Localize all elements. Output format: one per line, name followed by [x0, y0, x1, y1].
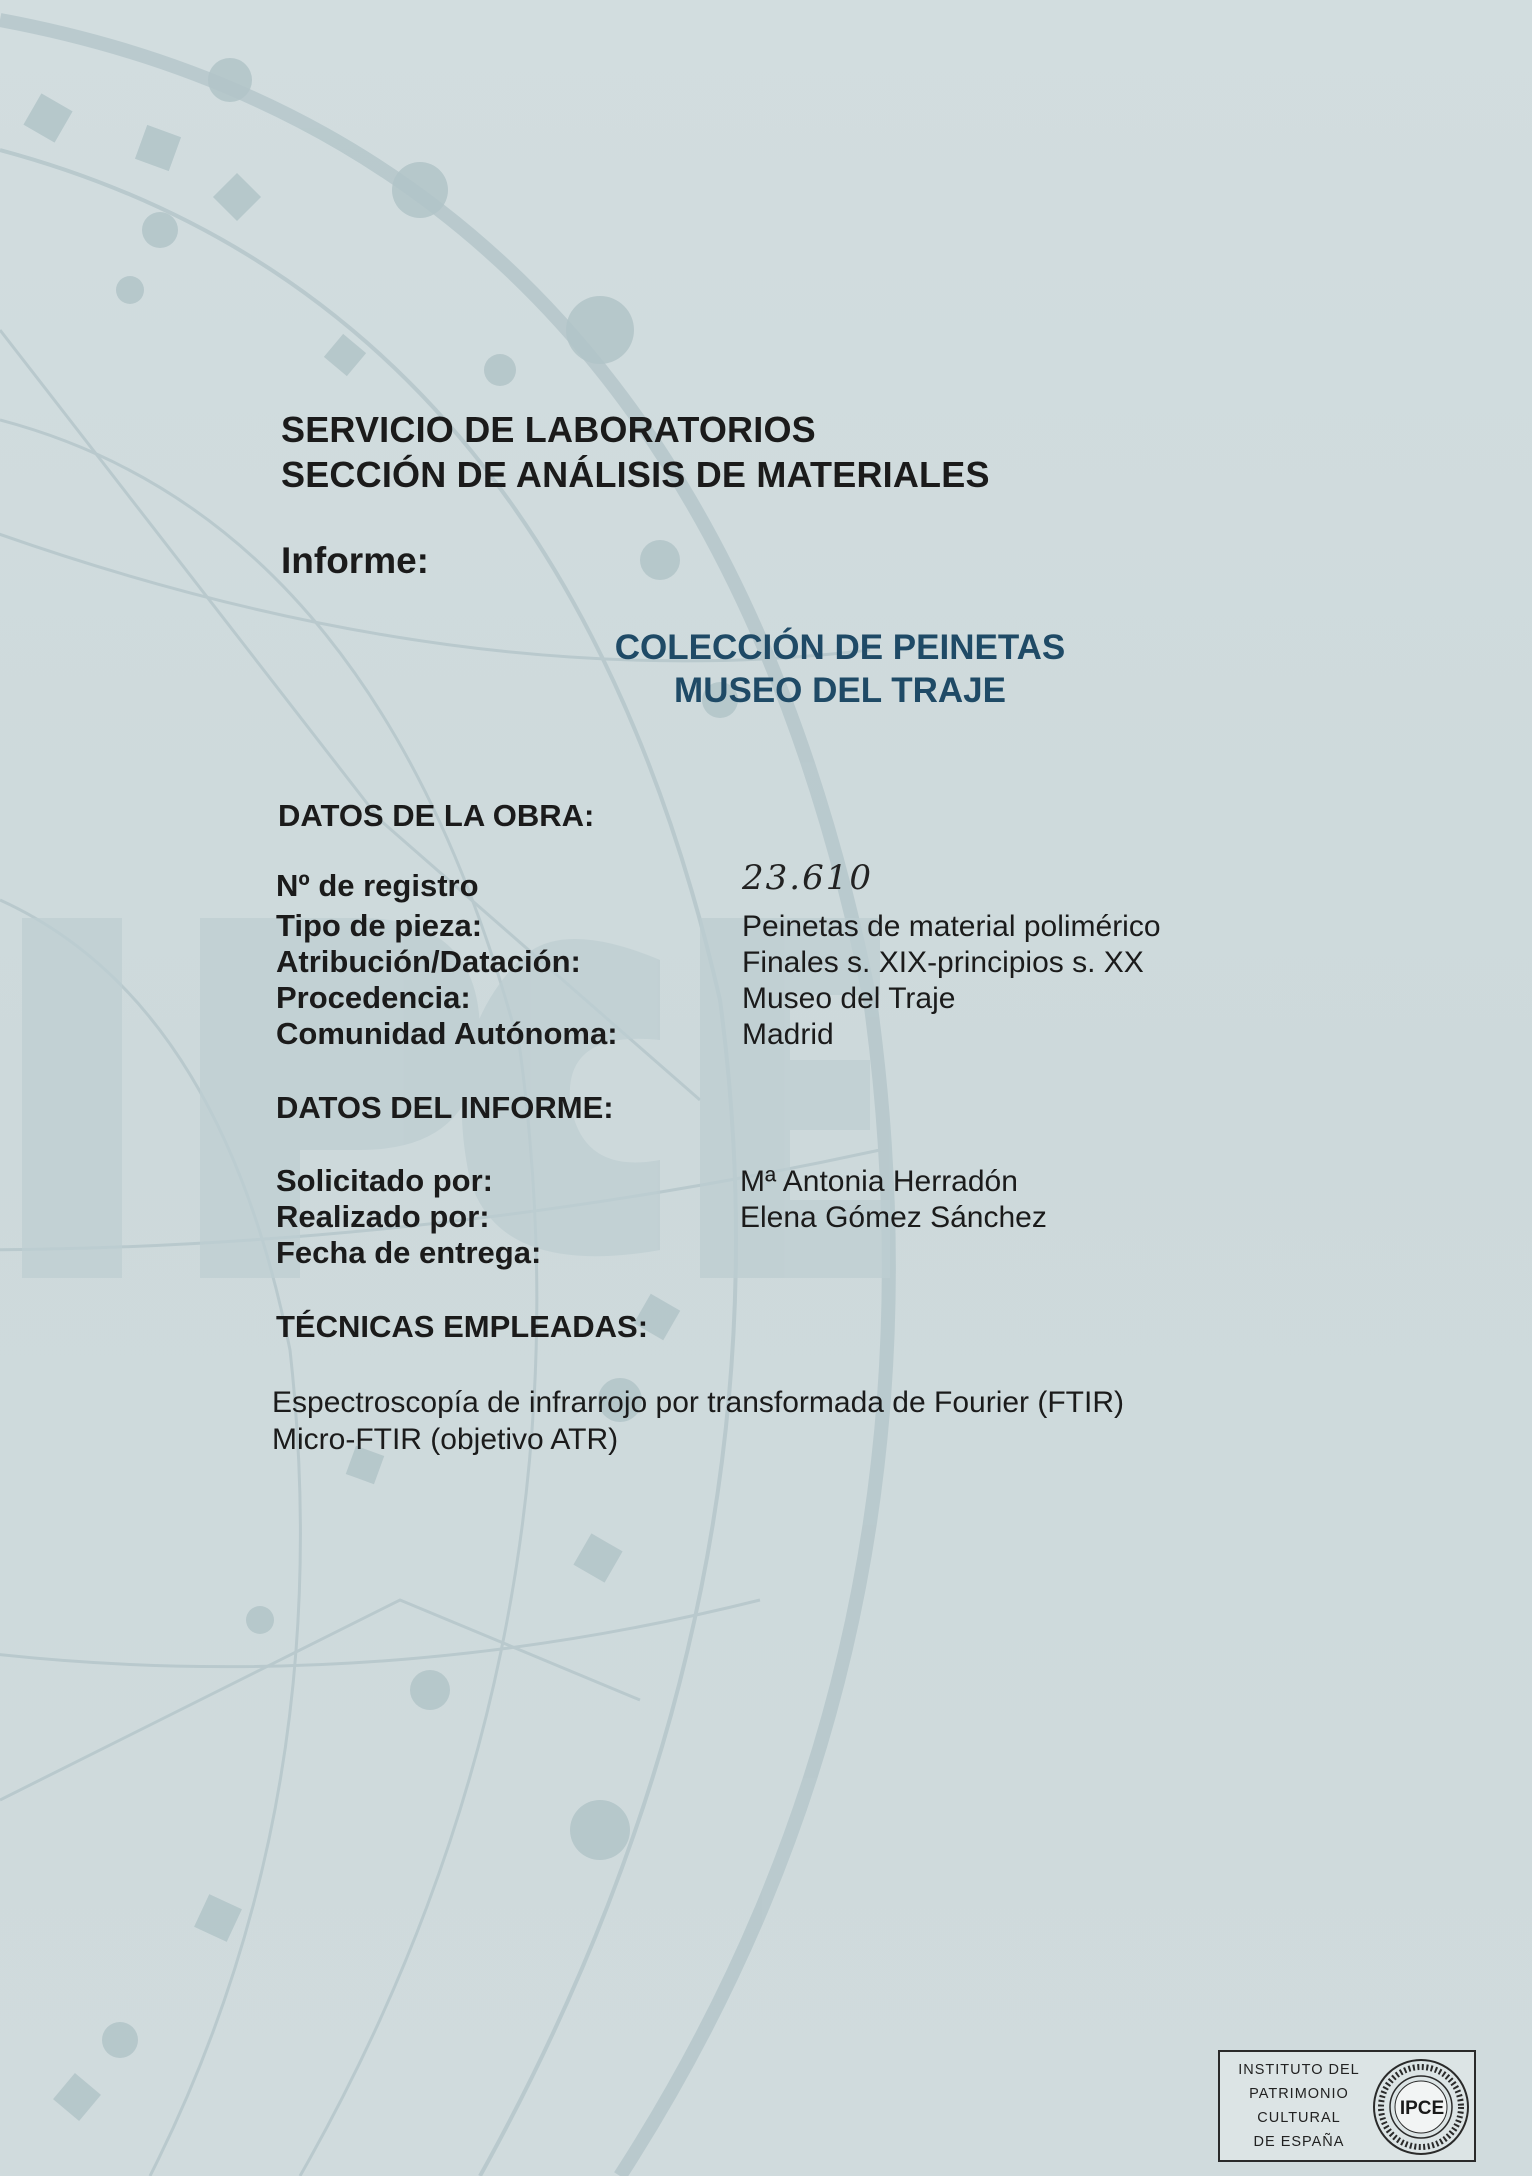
- ipce-seal: [1218, 2050, 1476, 2162]
- service-title: SERVICIO DE LABORATORIOS: [281, 409, 816, 450]
- seal-line: PATRIMONIO: [1249, 2086, 1349, 2102]
- solicitado-label: Solicitado por:: [276, 1163, 493, 1198]
- atribucion-label: Atribución/Datación:: [276, 944, 581, 979]
- procedencia-value: Museo del Traje: [742, 982, 956, 1015]
- tipo-pieza-label: Tipo de pieza:: [276, 908, 483, 943]
- comunidad-value: Madrid: [742, 1018, 834, 1051]
- tipo-pieza-value: Peinetas de material polimérico: [742, 910, 1161, 943]
- tecnicas-section-title: TÉCNICAS EMPLEADAS:: [276, 1309, 649, 1344]
- realizado-value: Elena Gómez Sánchez: [740, 1201, 1047, 1234]
- ipce-logo-icon: [1370, 2056, 1472, 2158]
- seal-line: DE ESPAÑA: [1253, 2134, 1345, 2150]
- tecnica-item: Micro-FTIR (objetivo ATR): [272, 1423, 619, 1456]
- informe-section-title: DATOS DEL INFORME:: [276, 1090, 614, 1125]
- section-title: SECCIÓN DE ANÁLISIS DE MATERIALES: [281, 454, 990, 495]
- seal-institution-name: [1226, 2058, 1372, 2154]
- seal-line: CULTURAL: [1257, 2110, 1341, 2126]
- tecnica-item: Espectroscopía de infrarrojo por transformada de Fourier (FTIR): [272, 1386, 1124, 1419]
- collection-title: COLECCIÓN DE PEINETAS: [614, 628, 1066, 667]
- comunidad-label: Comunidad Autónoma:: [276, 1016, 618, 1051]
- atribucion-value: Finales s. XIX-principios s. XX: [742, 946, 1144, 979]
- registro-value: 23.610: [742, 858, 873, 898]
- realizado-label: Realizado por:: [276, 1199, 490, 1234]
- seal-line: INSTITUTO DEL: [1238, 2062, 1360, 2078]
- solicitado-value: Mª Antonia Herradón: [740, 1165, 1018, 1198]
- obra-section-title: DATOS DE LA OBRA:: [278, 798, 595, 833]
- fecha-entrega-label: Fecha de entrega:: [276, 1235, 542, 1270]
- procedencia-label: Procedencia:: [276, 980, 471, 1015]
- seal-logo-text: IPCE: [1399, 2098, 1445, 2119]
- registro-label: Nº de registro: [276, 868, 479, 903]
- museum-title: MUSEO DEL TRAJE: [674, 671, 1006, 710]
- informe-label: Informe:: [281, 540, 429, 581]
